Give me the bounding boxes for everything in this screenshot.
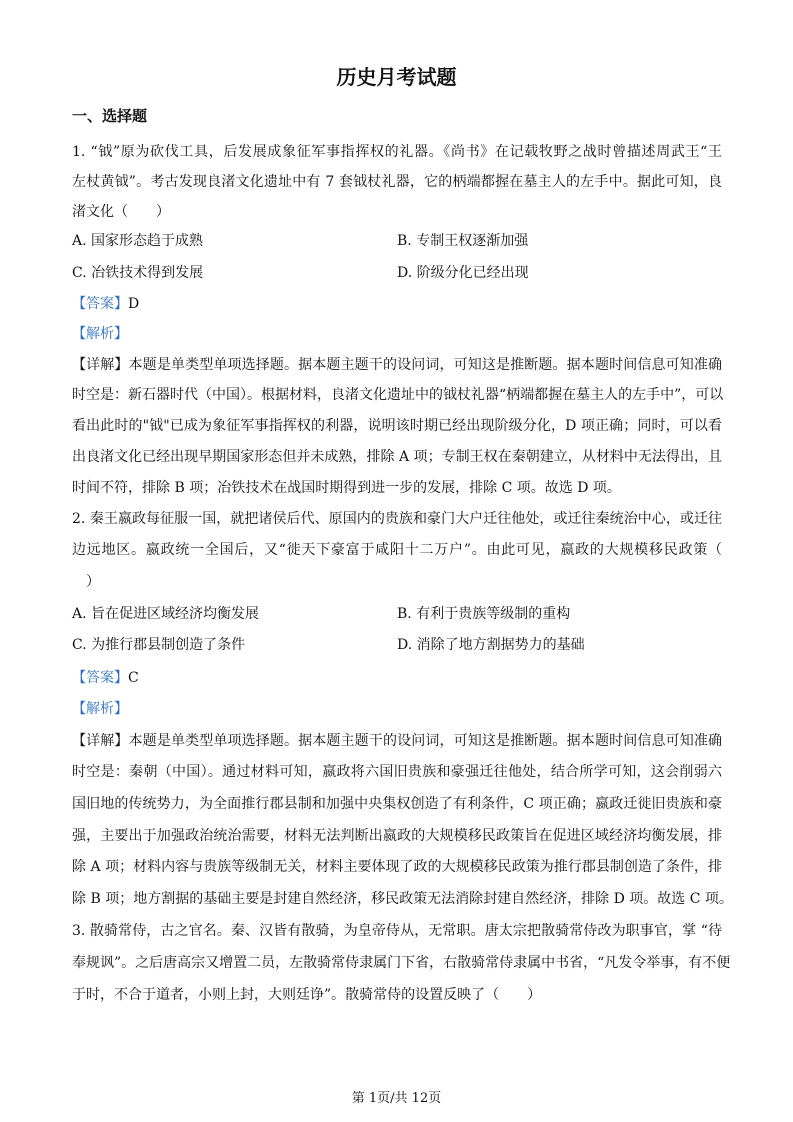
q2-option-a: A. 旨在促进区域经济均衡发展	[72, 606, 260, 622]
q1-stem-line-2: 左杖黄钺”。考古发现良渚文化遗址中有 7 套钺杖礼器，它的柄端都握在墓主人的左手中。据此可知，良	[72, 174, 722, 190]
q3-stem-line-1: 3. 散骑常侍，古之官名。秦、汉皆有散骑，为皇帝侍从，无常职。唐太宗把散骑常侍改为职事官，掌 “待	[72, 923, 722, 939]
q2-stem-line-1: 2. 秦王嬴政每征服一国，就把诸侯后代、原国内的贵族和豪门大户迁往他处，或迁往秦统治中心，或迁往	[72, 511, 722, 527]
q1-answer	[72, 294, 722, 314]
q1-stem-line-1: 1. “钺”原为砍伐工具，后发展成象征军事指挥权的礼器。《尚书》在记载牧野之战时曾描述周武王“王	[72, 144, 722, 160]
q1-stem-line-3: 渚文化（ ）	[72, 204, 170, 220]
answer-tag: 【答案】	[72, 670, 128, 686]
q2-stem-line-3: ）	[72, 574, 100, 590]
q1-option-b: B. 专制王权逐渐加强	[397, 233, 529, 249]
q2-detail-line-5: 除 A 项；材料内容与贵族等级制无关，材料主要体现了政的大规模移民政策为推行郡县制创造了条件，排	[72, 859, 722, 875]
q2-option-b: B. 有利于贵族等级制的重构	[397, 606, 571, 622]
q2-detail-line-2: 时空是：秦朝（中国）。通过材料可知，嬴政将六国旧贵族和豪强迁往他处，结合所学可知，这会削弱六	[72, 764, 722, 780]
q3-stem-line-2: 奉规讽”。之后唐高宗又增置二员，左散骑常侍隶属门下省，右散骑常侍隶属中书省，“凡发令举事，有不便	[72, 955, 731, 971]
q2-analysis-tag	[72, 699, 722, 719]
q1-option-a: A. 国家形态趋于成熟	[72, 233, 204, 249]
q1-detail-line-2: 时空是：新石器时代（中国）。根据材料，良渚文化遗址中的钺杖礼器“柄端都握在墓主人的左手中”，可以	[72, 387, 724, 403]
detail-text: 本题是单类型单项选择题。据本题主题干的设问词，可知这是推断题。据本题时间信息可知准确	[128, 733, 723, 749]
answer-value: D	[128, 296, 140, 312]
q3-stem-line-3: 于时，不合于道者，小则上封，大则廷诤”。散骑常侍的设置反映了（ ）	[72, 987, 542, 1003]
detail-text: 本题是单类型单项选择题。据本题主题干的设问词，可知这是推断题。据本题时间信息可知准确	[128, 357, 723, 373]
q1-detail-line-5: 时间不符，排除 B 项；冶铁技术在战国时期得到进一步的发展，排除 C 项。故选 D 项。	[72, 480, 621, 496]
analysis-tag: 【解析】	[72, 701, 128, 717]
q2-detail-line-3: 国旧地的传统势力，为全面推行郡县制和加强中央集权创造了有利条件，C 项正确；嬴政迁徙旧贵族和豪	[72, 796, 722, 812]
q1-detail-line-1	[72, 355, 722, 375]
answer-value: C	[128, 670, 139, 686]
answer-tag: 【答案】	[72, 296, 128, 312]
page-title: 历史月考试题	[336, 65, 457, 89]
q2-detail-line-6: 除 B 项；地方割据的基础主要是封建自然经济，移民政策无法消除封建自然经济，排除 D 项。故选 C 项。	[72, 891, 733, 907]
section-heading: 一、选择题	[72, 107, 148, 125]
q1-analysis-tag	[72, 324, 722, 344]
q1-detail-line-4: 出良渚文化已经出现早期国家形态但并未成熟，排除 A 项；专制王权在秦朝建立，从材料中无法得出，且	[72, 449, 722, 465]
q2-option-c: C. 为推行郡县制创造了条件	[72, 637, 246, 653]
q2-stem-line-2: 边远地区。嬴政统一全国后，又“徙天下豪富于咸阳十二万户”。由此可见，嬴政的大规模移民政策（	[72, 542, 722, 558]
q2-answer	[72, 668, 722, 688]
q2-detail-line-1	[72, 731, 722, 751]
q1-option-c: C. 冶铁技术得到发展	[72, 265, 204, 281]
page-footer: 第 1页/共 12页	[351, 1091, 442, 1106]
q2-option-d: D. 消除了地方割据势力的基础	[397, 637, 585, 653]
q2-detail-line-4: 强，主要出于加强政治统治需要，材料无法判断出嬴政的大规模移民政策旨在促进区域经济均衡发展，排	[72, 828, 722, 844]
analysis-tag: 【解析】	[72, 326, 128, 342]
detail-tag: 【详解】	[72, 733, 129, 749]
q1-option-d: D. 阶级分化已经出现	[397, 265, 529, 281]
q1-detail-line-3: 看出此时的"钺"已成为象征军事指挥权的利器，说明该时期已经出现阶级分化，D 项正确；同时，可以看	[72, 418, 722, 434]
detail-tag: 【详解】	[72, 357, 129, 373]
